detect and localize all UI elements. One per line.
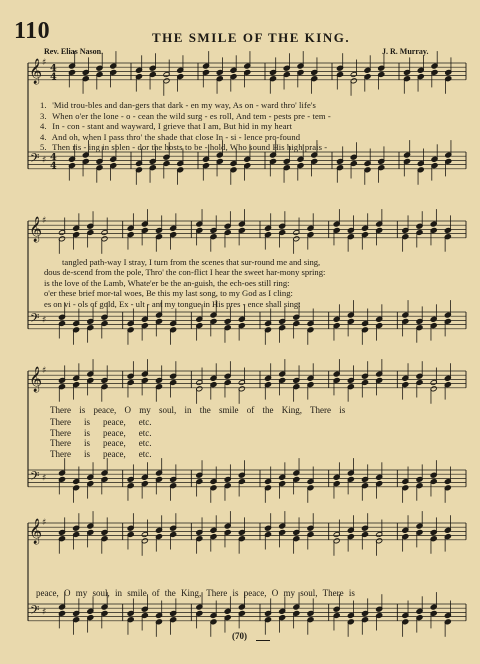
hymn-title: THE SMILE OF THE KING. xyxy=(152,30,351,45)
verse-line xyxy=(40,132,464,142)
key-signature-sharp: ♯ xyxy=(42,315,47,326)
verse-number: 4. xyxy=(40,121,47,132)
treble-clef: 𝄞 xyxy=(29,367,42,393)
key-signature-sharp: ♯ xyxy=(42,366,47,376)
refrain-etc-line: There is peace, etc. xyxy=(50,427,152,438)
verse-line xyxy=(40,121,464,131)
verse-continuation-line: is the love of the Lamb, Whate'er be the an-guish, the ech-oes still ring: xyxy=(44,277,290,288)
key-signature-sharp: ♯ xyxy=(42,216,47,226)
time-signature-top: 4 xyxy=(50,62,57,74)
treble-clef: 𝄞 xyxy=(29,59,42,85)
verse-number: 4. xyxy=(40,131,47,142)
time-signature-bottom: 4 xyxy=(50,160,57,172)
author-credit: Rev. Elias Nason. xyxy=(44,47,104,56)
verse-continuation-line: tangled path-way I stray, I turn from the scenes that sur-round me and sing, xyxy=(62,257,321,267)
verse-number: 1. xyxy=(40,100,47,110)
key-signature-sharp: ♯ xyxy=(42,607,47,618)
bass-clef: 𝄢 xyxy=(30,470,40,487)
verse-number: 5. xyxy=(40,142,47,153)
hymn-number: 110 xyxy=(14,18,51,44)
verse-line xyxy=(40,111,464,121)
treble-clef: 𝄞 xyxy=(29,217,42,243)
final-lyric-line: peace, O my soul, in smile of the King, There is peace, O my soul, There is xyxy=(36,588,355,598)
verse-text: And oh, when I pass thro' the shade that close In - si - lence pro-found xyxy=(50,131,301,142)
page-number-rule xyxy=(256,640,270,641)
refrain-etc-line: There is peace, etc. xyxy=(50,417,152,427)
time-signature-bottom: 4 xyxy=(50,71,57,83)
bass-clef: 𝄢 xyxy=(30,604,40,621)
key-signature-sharp: ♯ xyxy=(42,155,47,166)
verse-number: 3. xyxy=(40,110,47,121)
verse-text: 'Mid trou-bles and dan-gers that dark - en my way, As on - ward thro' life's xyxy=(50,100,316,110)
bass-clef: 𝄢 xyxy=(30,152,40,169)
treble-clef: 𝄞 xyxy=(29,519,42,545)
refrain-etc-line: There is peace, etc. xyxy=(50,438,152,448)
key-signature-sharp: ♯ xyxy=(42,518,47,528)
refrain-etc-line: There is peace, etc. xyxy=(50,448,152,459)
bass-clef: 𝄢 xyxy=(30,312,40,329)
key-signature-sharp: ♯ xyxy=(42,58,47,68)
refrain-lyric-verse-1: There is peace, O my soul, in the smile of the King, There is xyxy=(50,405,346,415)
verse-text: In - con - stant and wayward, I grieve that I am, But hid in my heart xyxy=(50,121,293,132)
verse-line xyxy=(40,100,464,110)
verse-continuation-line: o'er these brief mor-tal woes, Be this my last song, to my God as I cling: xyxy=(44,288,293,299)
verse-text: Then ris - ing in splen - dor the hosts to be - hold, Who sound His high prais - xyxy=(50,142,328,153)
verse-line xyxy=(40,142,464,152)
time-signature-top: 4 xyxy=(50,151,57,163)
verse-text: When o'er the lone - o - cean the wild surg - es roll, And tem - pests pre - tem - xyxy=(50,110,331,121)
verse-continuation-line: dous de-scend from the pole, Thro' the con-flict I hear the sweet har-mony spring: xyxy=(44,267,326,278)
composer-credit: J. R. Murray. xyxy=(382,47,429,56)
page-number: (70) xyxy=(232,631,247,641)
verse-continuation-line: es on vi - ols of gold, Ex - ult - ant my tongue in His pres - ence shall sing: xyxy=(44,298,301,309)
key-signature-sharp: ♯ xyxy=(42,473,47,484)
